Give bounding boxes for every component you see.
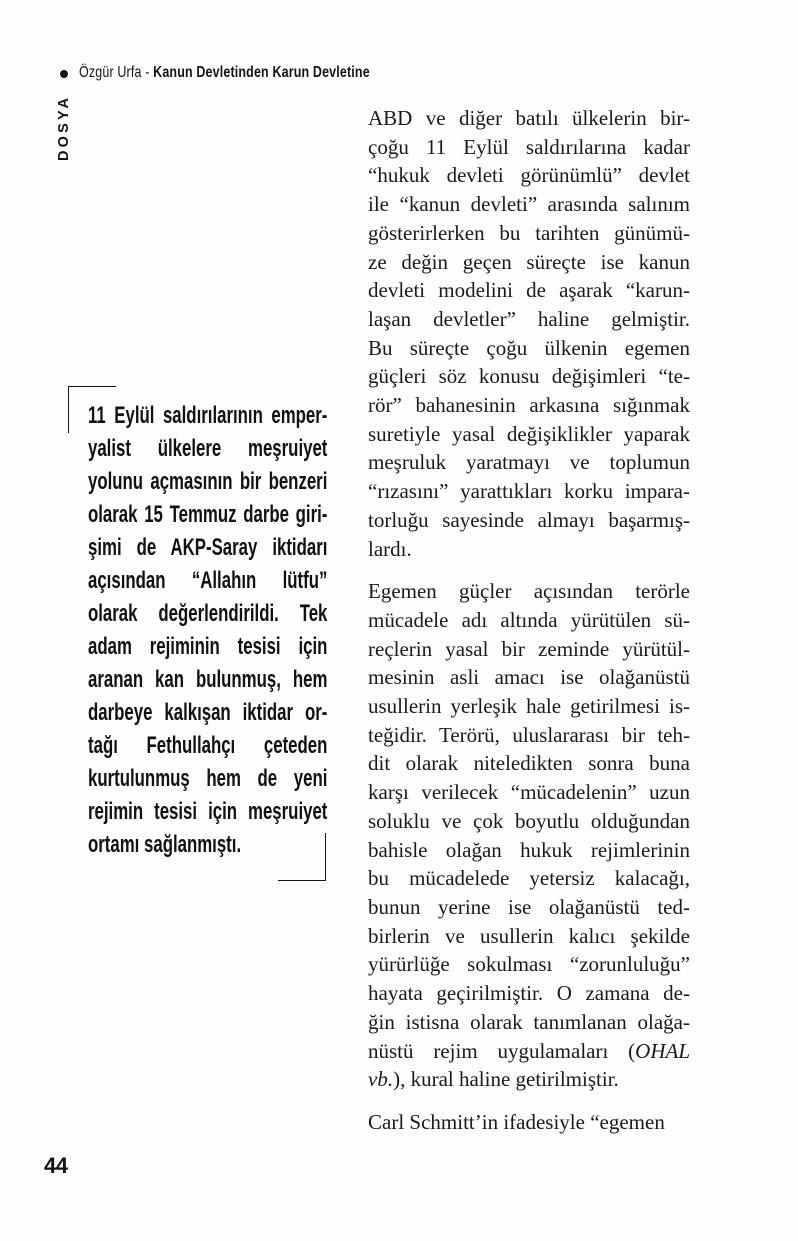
text-line: dit olarak niteledikten sonra buna [368, 751, 690, 776]
text-line: yürürlüğe sokulması “zorunluluğu” [368, 952, 690, 977]
text-line: çoğu 11 Eylül saldırılarına kadar [368, 134, 690, 159]
text-line: tağı Fethullahçı çeteden [88, 732, 328, 759]
text-line: Egemen güçler açısından terörle [368, 579, 690, 604]
text-line: Carl Schmitt’in ifadesiyle “egemen [368, 1109, 665, 1134]
text-line: ile “kanun devleti” arasında salınım [368, 192, 690, 217]
text-line: teğidir. Terörü, uluslararası bir teh- [368, 722, 690, 747]
text-line: rejimin tesisi için meşruiyet [88, 798, 328, 825]
text-line: suretiyle yasal değişiklikler yaparak [368, 421, 690, 446]
italic-text: vb. [368, 1067, 394, 1092]
pullquote-close-bracket [278, 833, 326, 881]
text-line: mücadele adı altında yürütülen sü- [368, 607, 690, 632]
text-line: olarak değerlendirildi. Tek [88, 600, 328, 627]
text-segment: ), kural haline getirilmiştir. [393, 1067, 619, 1092]
text-line: hayata geçirilmiştir. O zamana de- [368, 981, 690, 1006]
text-line: “rızasını” yarattıkları korku impara- [368, 479, 690, 504]
text-line: güçleri söz konusu değişimleri “te- [368, 364, 690, 389]
pullquote [88, 399, 327, 861]
text-line: reçlerin yasal bir zeminde yürütül- [368, 636, 690, 661]
text-line: bu mücadelede yetersiz kalacağı, [368, 866, 690, 891]
header-author: Özgür Urfa - [79, 64, 154, 81]
page-number: 44 [44, 1153, 68, 1178]
page-header [79, 64, 370, 82]
text-line: “hukuk devleti görünümlü” devlet [368, 163, 690, 188]
text-line: devleti modelini de aşarak “karun- [368, 278, 690, 303]
text-line: lardı. [368, 536, 412, 561]
bullet-icon [60, 70, 68, 78]
article-paragraph [368, 577, 690, 1094]
text-line: karşı verilecek “mücadelenin” uzun [368, 780, 690, 805]
article-paragraph [368, 1108, 690, 1137]
text-line: darbeye kalkışan iktidar or- [88, 699, 328, 726]
text-line: yolunu açmasının bir benzeri [88, 468, 328, 495]
text-line: laşan devletler” haline gelmiştir. [368, 306, 690, 331]
italic-text: OHAL [635, 1038, 690, 1063]
text-line: adam rejiminin tesisi için [88, 633, 328, 660]
article-paragraph [368, 104, 690, 563]
text-line: ğin istisna olarak tanımlanan olağa- [368, 1009, 690, 1034]
text-line: bunun yerine ise olağanüstü ted- [368, 894, 690, 919]
text-line: ortamı sağlanmıştı. [88, 831, 242, 858]
text-line [368, 1065, 690, 1094]
text-line: birlerin ve usullerin kalıcı şekilde [368, 923, 690, 948]
text-line: usullerin yerleşik hale getirilmesi is- [368, 694, 690, 719]
text-line: 11 Eylül saldırılarının emper- [88, 402, 328, 429]
text-line: soluklu ve çok boyutlu olduğundan [368, 808, 690, 833]
article-body [368, 104, 690, 1151]
text-line: Bu süreçte çoğu ülkenin egemen [368, 335, 690, 360]
text-line: gösterirlerken bu tarihten günümü- [368, 220, 690, 245]
text-line: şimi de AKP-Saray iktidarı [88, 534, 328, 561]
text-line: bahisle olağan hukuk rejimlerinin [368, 837, 690, 862]
text-line: torluğu sayesinde almayı başarmış- [368, 507, 690, 532]
text-line: meşruluk yaratmayı ve toplumun [368, 450, 690, 475]
header-article-title: Kanun Devletinden Karun Devletine [153, 64, 370, 81]
text-line: ABD ve diğer batılı ülkelerin bir- [368, 106, 690, 130]
text-line: rör” bahanesinin arkasına sığınmak [368, 393, 690, 418]
text-line: açısından “Allahın lütfu” [88, 567, 328, 594]
text-line: olarak 15 Temmuz darbe giri- [88, 501, 328, 528]
text-line: aranan kan bulunmuş, hem [88, 666, 328, 693]
text-line: ze değin geçen süreçte ise kanun [368, 249, 690, 274]
text-line: kurtulunmuş hem de yeni [88, 765, 328, 792]
section-label-dosya: DOSYA [56, 94, 72, 161]
text-line [368, 1037, 690, 1066]
text-segment: nüstü rejim uygulamaları ( [368, 1038, 636, 1063]
text-line: yalist ülkelere meşruiyet [88, 435, 328, 462]
text-line: mesinin asli amacı ise olağanüstü [368, 665, 690, 690]
